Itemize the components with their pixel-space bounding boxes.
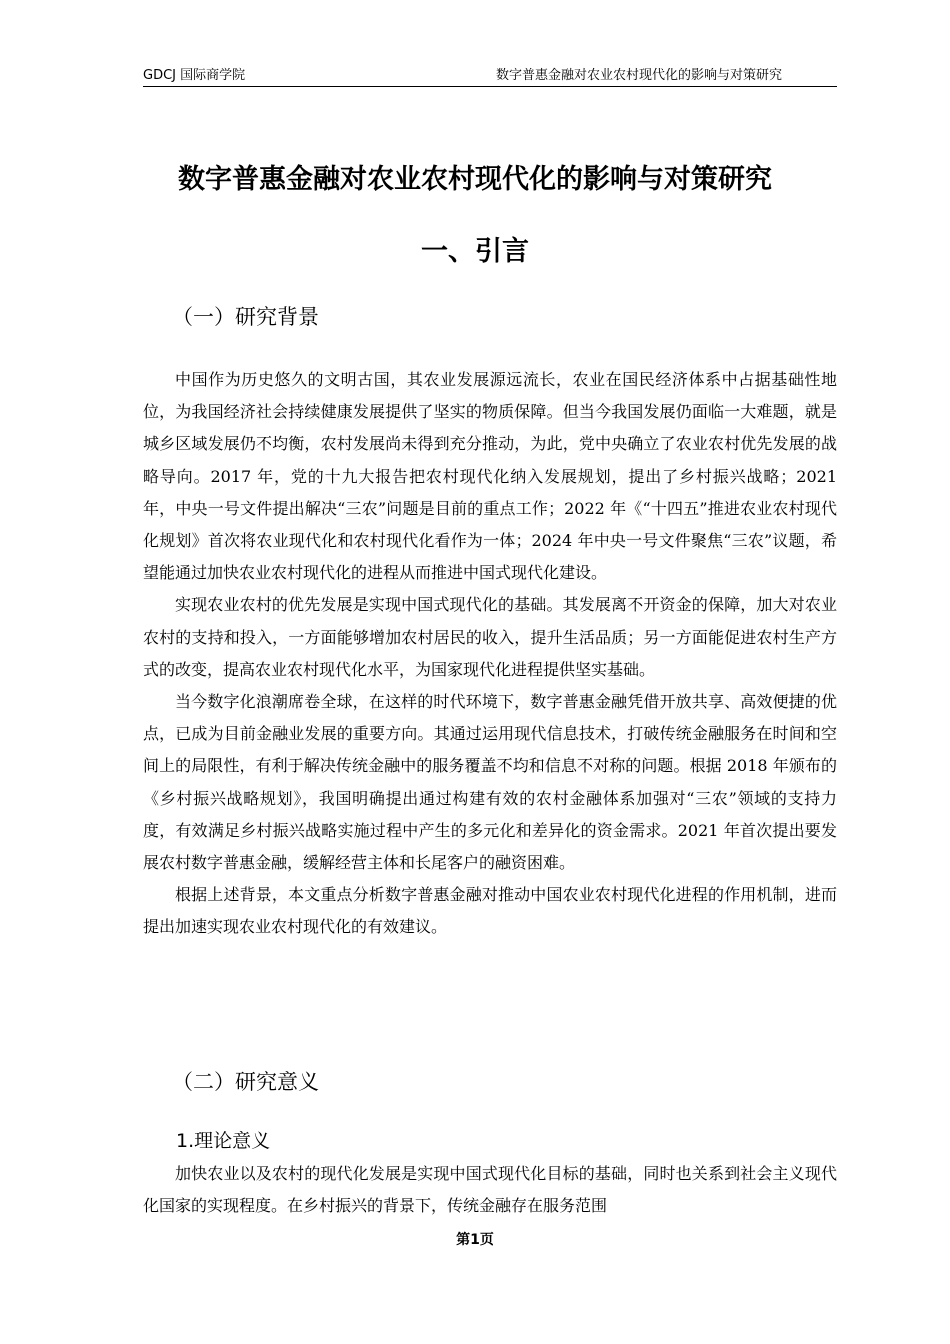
minor-title-theory: 1.理论意义 [176,1130,271,1152]
page-number: 第1页 [456,1232,494,1248]
header-institution: GDCJ 国际商学院 [143,68,246,83]
paragraph: 当今数字化浪潮席卷全球，在这样的时代环境下，数字普惠金融凭借开放共享、高效便捷的优点，已成为目前金融业发展的重要方向。其通过运用现代信息技术，打破传统金融服务在时间和空间上的局限性，有利于解决传统金融中的服务覆盖不均和信息不对称的问题。根据 2018 年颁布的《乡村振兴战略规划》，我国明确提出通过构建有效的农村金融体系加强对“三农”领域的支持力度，有效满足乡村振兴战略实施过程中产生的多元化和差异化的资金需求。2021 年首次提出要发展农村数字普惠金融，缓解经营主体和长尾客户的融资困难。 [143,692,837,873]
subsection-title-background: （一）研究背景 [172,305,319,329]
section-title: 一、引言 [421,236,529,267]
paragraph: 中国作为历史悠久的文明古国，其农业发展源远流长，农业在国民经济体系中占据基础性地位，为我国经济社会持续健康发展提供了坚实的物质保障。但当今我国发展仍面临一大难题，就是城乡区域发展仍不均衡，农村发展尚未得到充分推动，为此，党中央确立了农业农村优先发展的战略导向。2017 年，党的十九大报告把农村现代化纳入发展规划，提出了乡村振兴战略；2021 年，中央一号文件提出解决“三农”问题是目前的重点工作；2022 年《“十四五”推进农业农村现代化规划》首次将农业现代化和农村现代化看作为一体；2024 年中央一号文件聚焦“三农”议题，希望能通过加快农业农村现代化的进程从而推进中国式现代化建设。 [143,370,837,583]
header-running-title: 数字普惠金融对农业农村现代化的影响与对策研究 [495,68,782,83]
background-body [143,364,837,944]
page-header [143,66,837,87]
paragraph: 根据上述背景，本文重点分析数字普惠金融对推动中国农业农村现代化进程的作用机制，进而提出加速实现农业农村现代化的有效建议。 [143,885,837,937]
theory-body [143,1158,837,1226]
subsection-title-significance: （二）研究意义 [172,1070,319,1094]
document-title: 数字普惠金融对农业农村现代化的影响与对策研究 [178,164,772,195]
paragraph: 加快农业以及农村的现代化发展是实现中国式现代化目标的基础，同时也关系到社会主义现代化国家的实现程度。在乡村振兴的背景下，传统金融存在服务范围 [143,1164,837,1216]
paragraph: 实现农业农村的优先发展是实现中国式现代化的基础。其发展离不开资金的保障，加大对农业农村的支持和投入，一方面能够增加农村居民的收入，提升生活品质；另一方面能促进农村生产方式的改变，提高农业农村现代化水平，为国家现代化进程提供坚实基础。 [143,595,837,679]
